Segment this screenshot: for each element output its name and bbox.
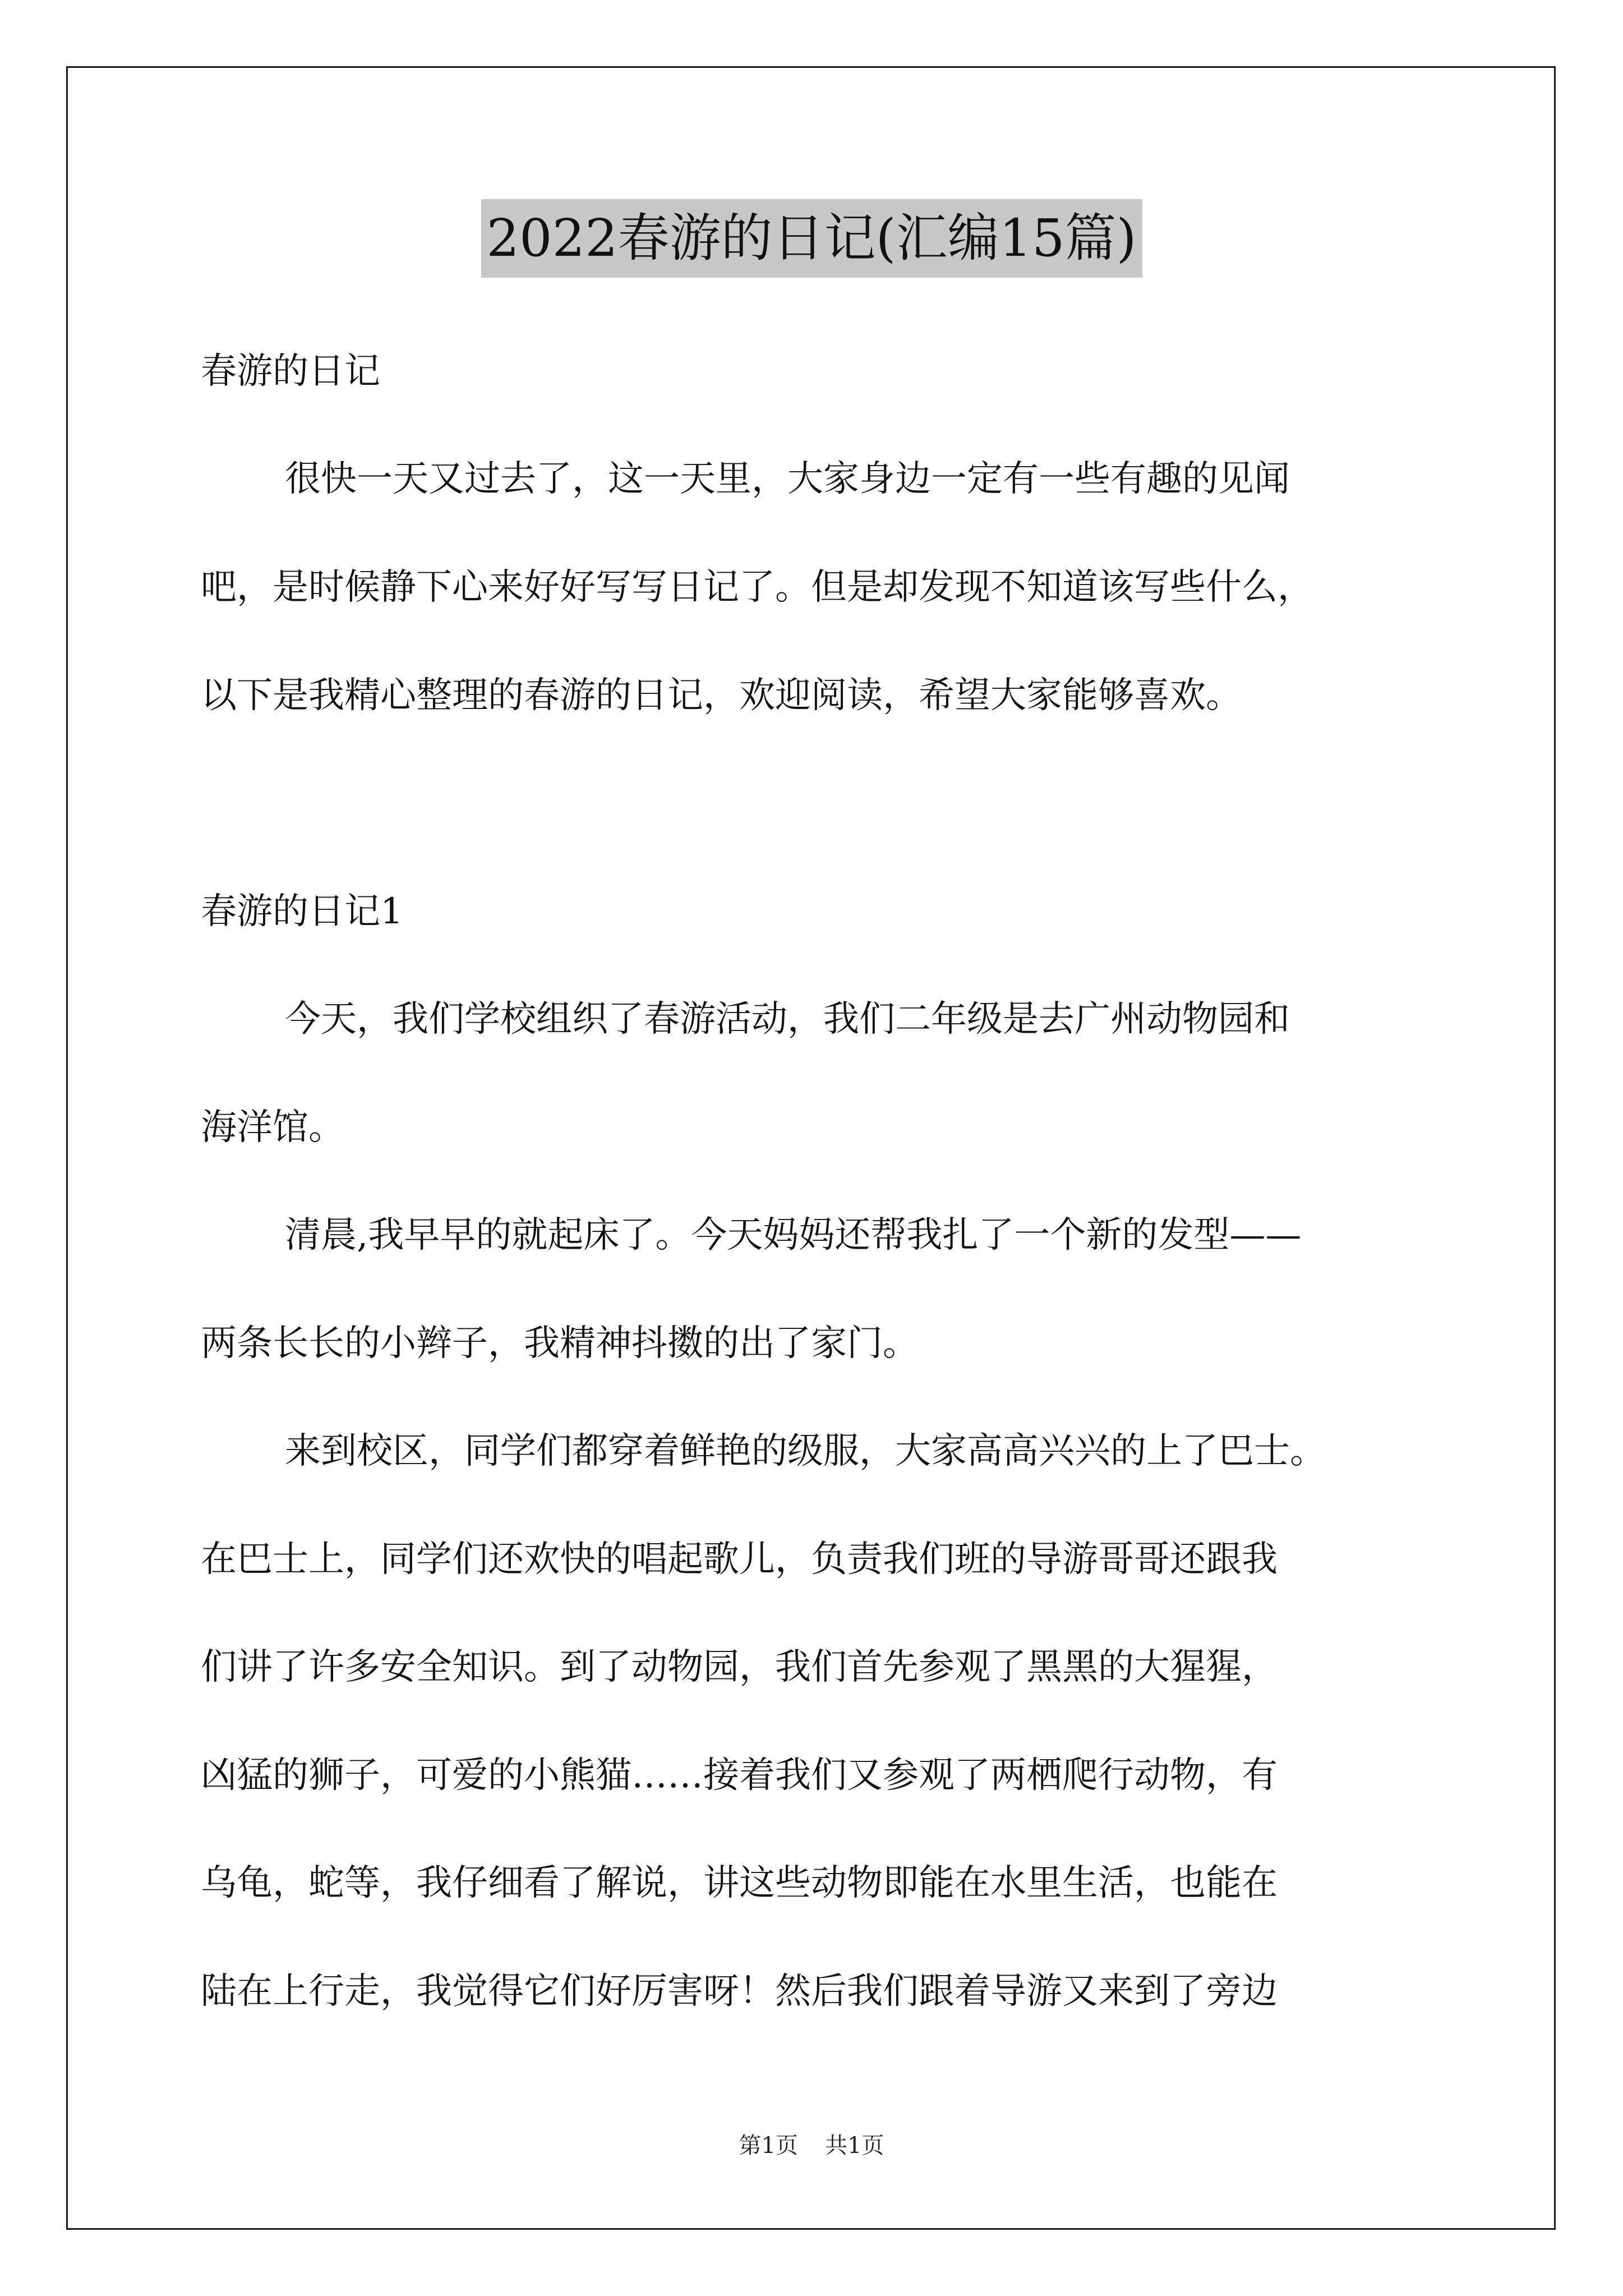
- paragraph-line: 今天，我们学校组织了春游活动，我们二年级是去广州动物园和: [285, 999, 1290, 1040]
- paragraph-line: 们讲了许多安全知识。到了动物园，我们首先参观了黑黑的大猩猩，: [201, 1646, 1278, 1688]
- section-heading: 春游的日记: [201, 351, 380, 392]
- paragraph-line: 清晨,我早早的就起床了。今天妈妈还帮我扎了一个新的发型——: [285, 1214, 1302, 1256]
- paragraph-line: 海洋馆。: [201, 1107, 344, 1148]
- paragraph-line: 很快一天又过去了，这一天里，大家身边一定有一些有趣的见闻: [285, 458, 1290, 500]
- title-container: [0, 199, 1623, 278]
- paragraph-line: 陆在上行走，我觉得它们好厉害呀！然后我们跟着导游又来到了旁边: [201, 1971, 1278, 2012]
- paragraph-line: 两条长长的小辫子，我精神抖擞的出了家门。: [201, 1323, 919, 1364]
- page-footer: [0, 2129, 1623, 2162]
- paragraph-line: 乌龟，蛇等，我仔细看了解说，讲这些动物即能在水里生活，也能在: [201, 1862, 1278, 1904]
- paragraph-line: 凶猛的狮子，可爱的小熊猫……接着我们又参观了两栖爬行动物，有: [201, 1755, 1278, 1796]
- paragraph-line: 吧，是时候静下心来好好写写日记了。但是却发现不知道该写些什么，: [201, 567, 1313, 608]
- document-title: 2022春游的日记(汇编15篇): [481, 199, 1142, 278]
- paragraph-line: 以下是我精心整理的春游的日记，欢迎阅读，希望大家能够喜欢。: [201, 675, 1242, 716]
- paragraph-line: 来到校区，同学们都穿着鲜艳的级服，大家高高兴兴的上了巴士。: [285, 1430, 1326, 1472]
- page-total: 共1页: [825, 2133, 884, 2159]
- page-number: 第1页: [739, 2133, 798, 2159]
- section-heading: 春游的日记1: [201, 891, 403, 932]
- paragraph-line: 在巴士上，同学们还欢快的唱起歌儿，负责我们班的导游哥哥还跟我: [201, 1539, 1278, 1580]
